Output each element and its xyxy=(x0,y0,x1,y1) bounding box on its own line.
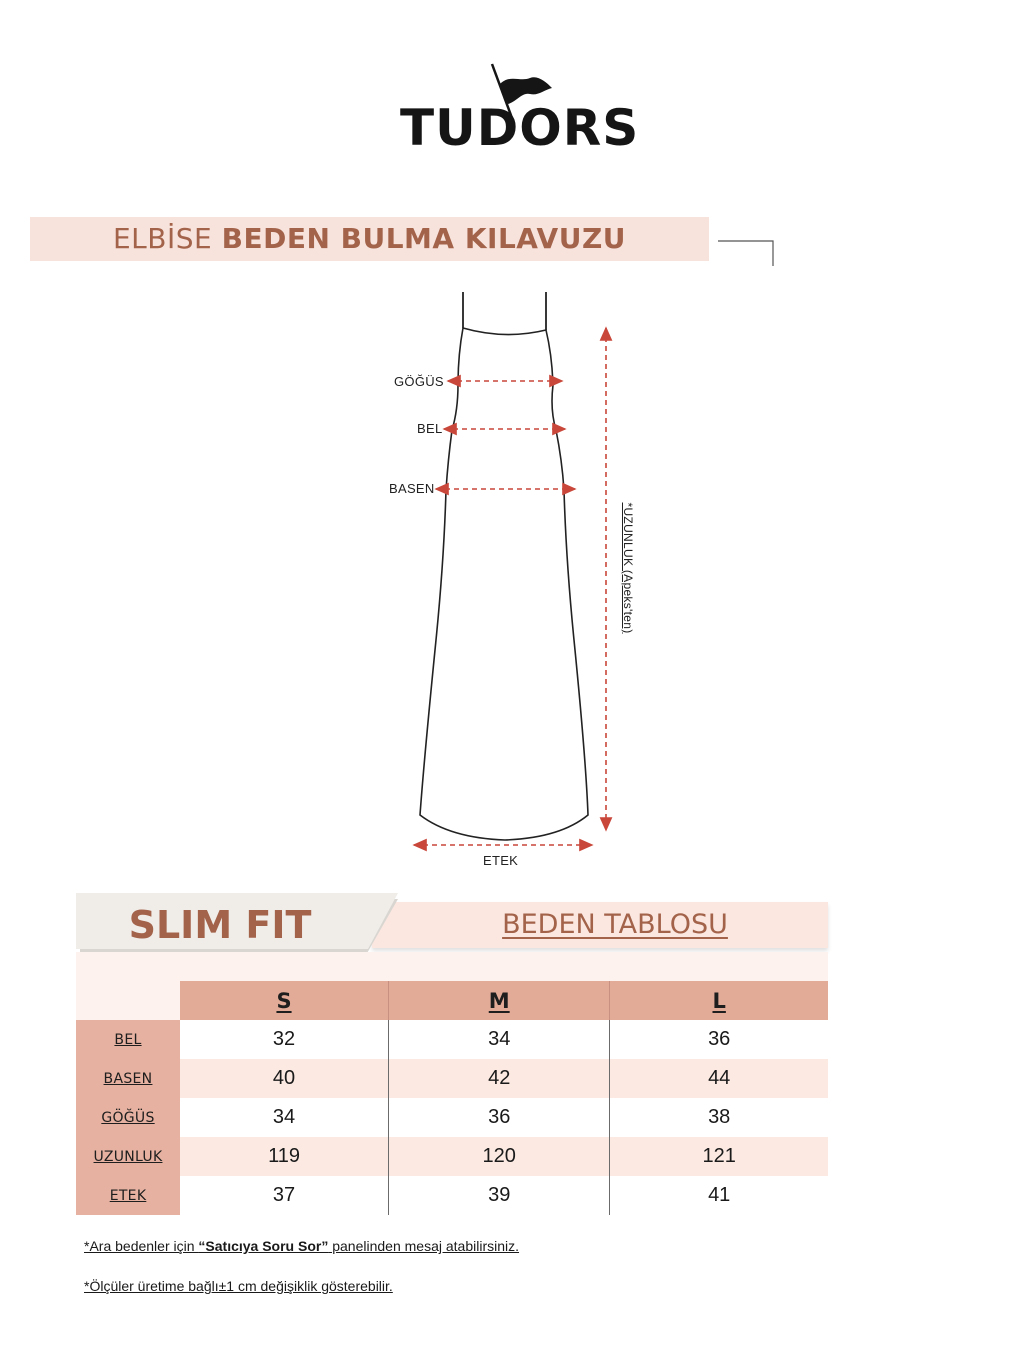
corner-decoration xyxy=(718,240,774,266)
table-cell: 32 xyxy=(180,1020,389,1059)
table-row xyxy=(76,1176,828,1215)
row-label: UZUNLUK xyxy=(76,1137,180,1176)
table-row xyxy=(76,1020,828,1059)
table-title: BEDEN TABLOSU xyxy=(502,909,728,940)
title-bold: BEDEN BULMA KILAVUZU xyxy=(221,222,627,255)
table-cell: 34 xyxy=(180,1098,389,1137)
table-cell: 39 xyxy=(389,1176,610,1215)
table-cell: 37 xyxy=(180,1176,389,1215)
footnote-sizes xyxy=(84,1238,519,1254)
table-cell: 41 xyxy=(610,1176,828,1215)
table-cell: 34 xyxy=(389,1020,610,1059)
table-cell: 42 xyxy=(389,1059,610,1098)
size-header-m: M xyxy=(389,981,610,1020)
table-cell: 120 xyxy=(389,1137,610,1176)
label-gogus: GÖĞÜS xyxy=(394,374,444,389)
table-cell: 44 xyxy=(610,1059,828,1098)
row-label: BASEN xyxy=(76,1059,180,1098)
title-light: ELBİSE xyxy=(112,222,213,255)
table-cell: 119 xyxy=(180,1137,389,1176)
table-cell: 36 xyxy=(610,1020,828,1059)
table-cell: 36 xyxy=(389,1098,610,1137)
fit-label: SLIM FIT xyxy=(128,903,312,947)
footnote-sizes-pre: *Ara bedenler için xyxy=(84,1238,199,1254)
footnote-tolerance: *Ölçüler üretime bağlı±1 cm değişiklik gösterebilir. xyxy=(84,1278,393,1294)
size-header-row xyxy=(76,981,828,1020)
table-top-band xyxy=(76,952,828,982)
table-row xyxy=(76,1137,828,1176)
page-title xyxy=(30,217,709,261)
footnote-sizes-post: panelinden mesaj atabilirsiniz. xyxy=(328,1238,520,1254)
label-etek: ETEK xyxy=(483,853,519,868)
table-cell: 38 xyxy=(610,1098,828,1137)
size-header-l: L xyxy=(610,981,828,1020)
row-label: BEL xyxy=(76,1020,180,1059)
row-label: ETEK xyxy=(76,1176,180,1215)
table-cell: 121 xyxy=(610,1137,828,1176)
size-header-s: S xyxy=(180,981,389,1020)
size-table xyxy=(76,981,828,1215)
label-uzunluk: *UZUNLUK (Apeks'ten) xyxy=(621,502,635,634)
label-basen: BASEN xyxy=(389,481,435,496)
row-label: GÖĞÜS xyxy=(76,1098,180,1137)
table-row xyxy=(76,1098,828,1137)
table-cell: 40 xyxy=(180,1059,389,1098)
table-corner xyxy=(76,981,180,1020)
brand-logo-text: TUDORS xyxy=(400,99,640,157)
label-bel: BEL xyxy=(417,421,443,436)
footnote-sizes-bold: “Satıcıya Soru Sor” xyxy=(198,1238,329,1254)
table-row xyxy=(76,1059,828,1098)
